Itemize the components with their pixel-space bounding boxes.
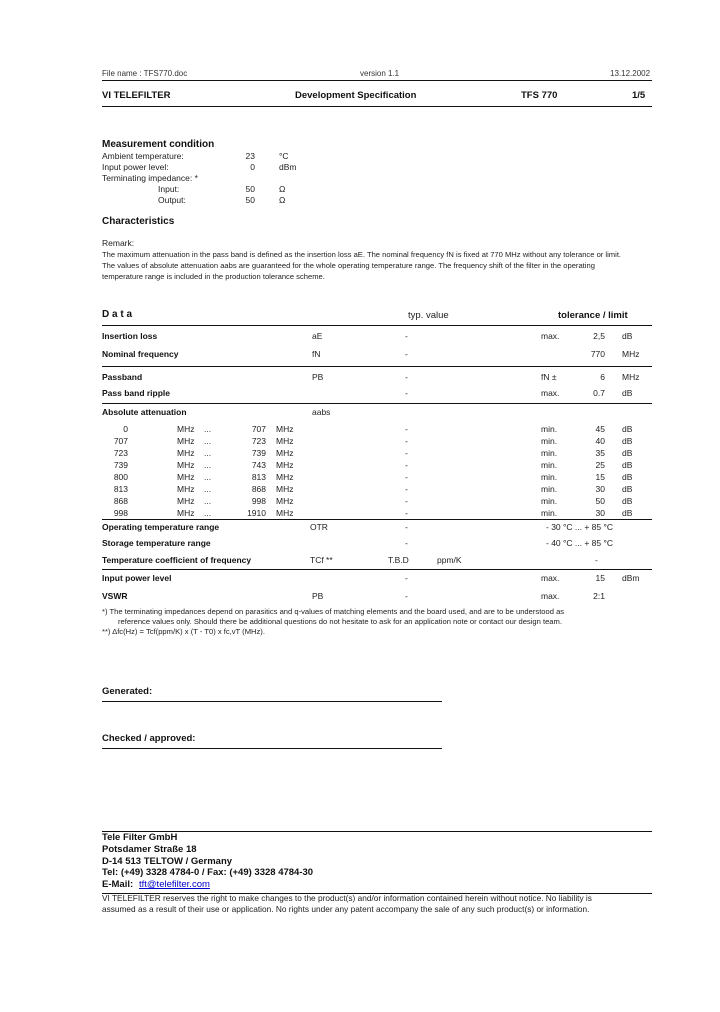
freq-from: 998 xyxy=(113,508,128,518)
footer-street: Potsdamer Straße 18 xyxy=(102,844,197,855)
checked-label: Checked / approved: xyxy=(102,733,196,744)
footnote: *) The terminating impedances depend on parasitics and q-values of matching elements and the board used, and are to be understood as xyxy=(102,607,565,616)
param-value: 0.7 xyxy=(593,388,605,398)
condition-unit: Ω xyxy=(279,195,286,205)
freq-unit: MHz xyxy=(177,424,195,434)
signature-line xyxy=(102,701,442,702)
param-value: 2:1 xyxy=(593,591,605,601)
freq-unit: MHz xyxy=(177,460,195,470)
param-label: Pass band ripple xyxy=(102,388,171,398)
range-dots: ... xyxy=(204,460,212,470)
param-symbol: aE xyxy=(312,331,323,341)
freq-from: 739 xyxy=(113,460,128,470)
condition-label: Ambient temperature: xyxy=(102,151,184,161)
freq-from: 868 xyxy=(113,496,128,506)
freq-unit: MHz xyxy=(177,436,195,446)
freq-unit: MHz xyxy=(276,508,294,518)
param-symbol: TCf ** xyxy=(310,555,333,565)
attenuation-value: 40 xyxy=(595,436,605,446)
param-qualifier: fN ± xyxy=(541,372,557,382)
attenuation-value: 30 xyxy=(595,484,605,494)
freq-unit: MHz xyxy=(177,484,195,494)
range-dots: ... xyxy=(204,448,212,458)
param-symbol: aabs xyxy=(312,407,331,417)
divider xyxy=(102,80,652,81)
param-qualifier: max. xyxy=(541,573,560,583)
param-typ: - xyxy=(405,424,408,434)
freq-from: 707 xyxy=(113,436,128,446)
param-label: Temperature coefficient of frequency xyxy=(102,555,252,565)
freq-unit: MHz xyxy=(276,472,294,482)
divider xyxy=(102,366,652,367)
condition-unit: dBm xyxy=(279,162,297,172)
freq-to: 813 xyxy=(251,472,266,482)
param-qualifier: min. xyxy=(541,484,558,494)
param-label: Passband xyxy=(102,372,143,382)
condition-value: 23 xyxy=(245,151,255,161)
param-unit: dB xyxy=(622,424,633,434)
param-symbol: OTR xyxy=(310,522,328,532)
range-dots: ... xyxy=(204,508,212,518)
param-label: Absolute attenuation xyxy=(102,407,187,417)
param-qualifier: min. xyxy=(541,424,558,434)
param-typ: - xyxy=(405,472,408,482)
freq-unit: MHz xyxy=(177,508,195,518)
freq-to: 743 xyxy=(251,460,266,470)
part-number: TFS 770 xyxy=(521,90,558,101)
range-dots: ... xyxy=(204,424,212,434)
param-qualifier: min. xyxy=(541,472,558,482)
param-typ: - xyxy=(405,388,408,398)
footer-phone: Tel: (+49) 3328 4784-0 / Fax: (+49) 3328 4784-30 xyxy=(102,867,314,878)
param-value: 770 xyxy=(590,349,605,359)
freq-from: 723 xyxy=(113,448,128,458)
footnote: **) Δfc(Hz) = Tcf(ppm/K) x (T - T0) x fc,vT (MHz). xyxy=(102,627,265,636)
param-typ: - xyxy=(405,349,408,359)
freq-to: 1910 xyxy=(247,508,266,518)
freq-unit: MHz xyxy=(276,448,294,458)
freq-to: 723 xyxy=(251,436,266,446)
param-unit: dB xyxy=(622,331,633,341)
file-name: File name : TFS770.doc xyxy=(102,69,188,78)
param-unit: dBm xyxy=(622,573,640,583)
freq-to: 868 xyxy=(251,484,266,494)
param-unit: dB xyxy=(622,508,633,518)
footnote: reference values only. Should there be additional questions do not hesitate to ask for an application note or contact our design team. xyxy=(118,617,562,626)
freq-from: 0 xyxy=(123,424,128,434)
param-value: 6 xyxy=(600,372,605,382)
param-unit: MHz xyxy=(622,349,640,359)
param-range: - 40 °C ... + 85 °C xyxy=(546,538,614,548)
param-unit: dB xyxy=(622,484,633,494)
param-symbol: PB xyxy=(312,591,324,601)
col-tolerance: tolerance / limit xyxy=(558,310,628,321)
divider xyxy=(102,831,652,832)
remark-label: Remark: xyxy=(102,238,135,248)
param-value: 2,5 xyxy=(593,331,605,341)
condition-value: 0 xyxy=(250,162,255,172)
company-header: VI TELEFILTER xyxy=(102,90,171,101)
param-symbol: fN xyxy=(312,349,321,359)
signature-line xyxy=(102,748,442,749)
param-qualifier: max. xyxy=(541,591,560,601)
divider xyxy=(102,325,652,326)
param-unit: dB xyxy=(622,496,633,506)
param-label: Input power level xyxy=(102,573,172,583)
generated-label: Generated: xyxy=(102,686,153,697)
freq-unit: MHz xyxy=(276,460,294,470)
param-qualifier: min. xyxy=(541,448,558,458)
doc-title: Development Specification xyxy=(295,90,417,101)
param-typ: - xyxy=(405,436,408,446)
condition-label: Terminating impedance: * xyxy=(102,173,198,183)
divider xyxy=(102,519,652,520)
freq-unit: MHz xyxy=(276,424,294,434)
remark-line: The values of absolute attenuation aabs are guaranteed for the whole operating temperature range. The frequency shift of the filter in the operating xyxy=(102,261,595,270)
range-dots: ... xyxy=(204,496,212,506)
condition-label: Input power level: xyxy=(102,162,169,172)
freq-unit: MHz xyxy=(276,436,294,446)
condition-label: Input: xyxy=(158,184,180,194)
col-typ: typ. value xyxy=(408,310,449,321)
param-typ: - xyxy=(405,496,408,506)
page-number: 1/5 xyxy=(632,90,646,101)
param-qualifier: min. xyxy=(541,436,558,446)
attenuation-value: 50 xyxy=(595,496,605,506)
date: 13.12.2002 xyxy=(610,69,651,78)
condition-value: 50 xyxy=(245,184,255,194)
attenuation-value: 45 xyxy=(595,424,605,434)
param-typ: - xyxy=(405,591,408,601)
freq-unit: MHz xyxy=(177,448,195,458)
param-range: - xyxy=(595,555,598,565)
freq-unit: MHz xyxy=(276,484,294,494)
freq-from: 800 xyxy=(113,472,128,482)
param-qualifier: min. xyxy=(541,508,558,518)
freq-unit: MHz xyxy=(177,496,195,506)
range-dots: ... xyxy=(204,436,212,446)
freq-to: 739 xyxy=(251,448,266,458)
range-dots: ... xyxy=(204,484,212,494)
param-label: VSWR xyxy=(102,591,128,601)
param-label: Operating temperature range xyxy=(102,522,220,532)
attenuation-value: 15 xyxy=(595,472,605,482)
param-label: Insertion loss xyxy=(102,331,158,341)
param-unit: MHz xyxy=(622,372,640,382)
freq-to: 707 xyxy=(251,424,266,434)
footer-email-label: E-Mail: xyxy=(102,879,134,890)
param-typ: - xyxy=(405,460,408,470)
characteristics-title: Characteristics xyxy=(102,216,175,227)
freq-from: 813 xyxy=(113,484,128,494)
param-typ: - xyxy=(405,522,408,532)
version: version 1.1 xyxy=(360,69,400,78)
param-typ: - xyxy=(405,508,408,518)
param-typ: - xyxy=(405,372,408,382)
param-qualifier: min. xyxy=(541,496,558,506)
freq-to: 998 xyxy=(251,496,266,506)
remark-line: The maximum attenuation in the pass band is defined as the insertion loss aE. The nominal frequency fN is fixed at 770 MHz without any tolerance or limit. xyxy=(102,250,622,259)
param-unit: dB xyxy=(622,388,633,398)
condition-unit: Ω xyxy=(279,184,286,194)
param-symbol: PB xyxy=(312,372,324,382)
param-label: Nominal frequency xyxy=(102,349,179,359)
freq-unit: MHz xyxy=(177,472,195,482)
param-typ: - xyxy=(405,448,408,458)
param-typ: T.B.D xyxy=(388,555,409,565)
param-typ-unit: ppm/K xyxy=(437,555,462,565)
param-qualifier: max. xyxy=(541,388,560,398)
col-data: D a t a xyxy=(102,309,133,320)
footer-company: Tele Filter GmbH xyxy=(102,832,178,843)
remark-line: temperature range is included in the production tolerance scheme. xyxy=(102,272,325,281)
param-qualifier: max. xyxy=(541,331,560,341)
email-link[interactable]: tft@telefilter.com xyxy=(139,879,210,890)
param-typ: - xyxy=(405,573,408,583)
param-typ: - xyxy=(405,331,408,341)
param-unit: dB xyxy=(622,472,633,482)
param-unit: dB xyxy=(622,436,633,446)
range-dots: ... xyxy=(204,472,212,482)
param-qualifier: min. xyxy=(541,460,558,470)
attenuation-value: 25 xyxy=(595,460,605,470)
condition-value: 50 xyxy=(245,195,255,205)
param-unit: dB xyxy=(622,448,633,458)
freq-unit: MHz xyxy=(276,496,294,506)
divider xyxy=(102,106,652,107)
divider xyxy=(102,569,652,570)
condition-label: Output: xyxy=(158,195,186,205)
param-unit: dB xyxy=(622,460,633,470)
disclaimer: VI TELEFILTER reserves the right to make changes to the product(s) and/or information contained herein without notice. No liability is xyxy=(102,893,592,903)
param-label: Storage temperature range xyxy=(102,538,211,548)
param-typ: - xyxy=(405,484,408,494)
param-value: 15 xyxy=(595,573,605,583)
param-range: - 30 °C ... + 85 °C xyxy=(546,522,614,532)
attenuation-value: 35 xyxy=(595,448,605,458)
disclaimer: assumed as a result of their use or application. No rights under any patent accompany the sale of any such product(s) or information. xyxy=(102,904,590,914)
attenuation-value: 30 xyxy=(595,508,605,518)
param-typ: - xyxy=(405,538,408,548)
measurement-title: Measurement condition xyxy=(102,139,215,150)
condition-unit: °C xyxy=(279,151,289,161)
footer-city: D-14 513 TELTOW / Germany xyxy=(102,856,233,867)
divider xyxy=(102,403,652,404)
